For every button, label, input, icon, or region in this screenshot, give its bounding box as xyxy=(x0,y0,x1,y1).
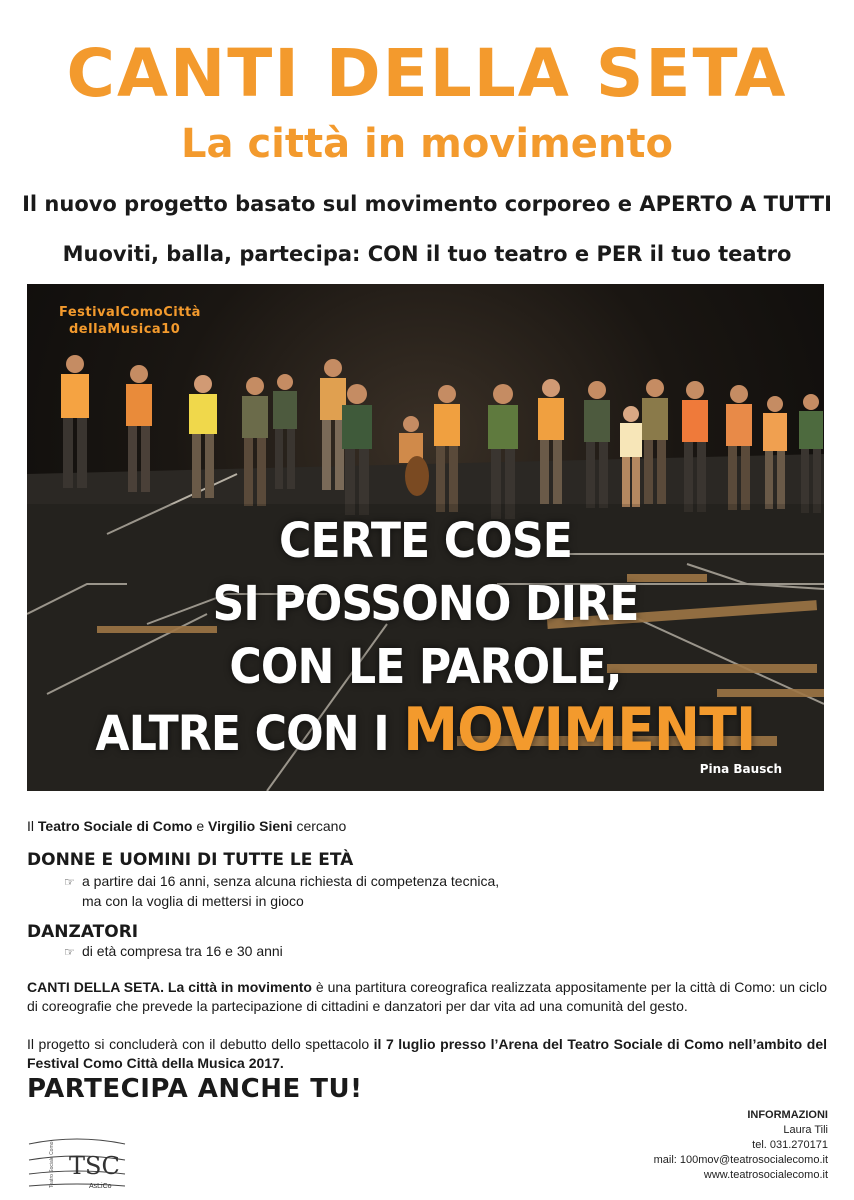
project-name-bold: CANTI DELLA SETA. La città in movimento xyxy=(27,979,312,995)
project-description xyxy=(27,978,827,1016)
debut-date-venue: il 7 luglio presso l’Arena del Teatro Sociale di Como nell’ambito del Festival Como Città della Musica 2017. xyxy=(27,1036,827,1071)
section-title-danzatori: DANZATORI xyxy=(27,922,139,942)
contact-info xyxy=(654,1108,828,1183)
call-to-action: PARTECIPA ANCHE TU! xyxy=(27,1074,363,1104)
quote-author: Pina Bausch xyxy=(699,762,782,776)
debut-start: Il progetto si concluderà con il debutto dello spettacolo xyxy=(27,1036,374,1052)
contact-email: mail: 100mov@teatrosocialecomo.it xyxy=(653,1154,828,1166)
poster-title: CANTI DELLA SETA xyxy=(66,35,788,112)
section1-line1: a partire dai 16 anni, senza alcuna richiesta di competenza tecnica, xyxy=(82,873,500,889)
festival-logo-line2: dellaMusica10 xyxy=(69,322,181,337)
section-title-donne-uomini: DONNE E UOMINI DI TUTTE LE ETÀ xyxy=(27,850,354,870)
quote-highlight-word: MOVIMENTI xyxy=(403,695,756,765)
section2-line1: di età compresa tra 16 e 30 anni xyxy=(82,943,283,959)
tsc-logo-letters: TSC xyxy=(69,1152,120,1180)
poster-subtitle: La città in movimento xyxy=(181,121,673,167)
tagline-move-dance: Muoviti, balla, partecipa: CON il tuo teatro e PER il tuo teatro xyxy=(62,242,792,266)
pointing-hand-icon: ☞ xyxy=(64,945,75,959)
project-debut xyxy=(27,1035,827,1073)
tsc-logo xyxy=(27,1130,127,1192)
contact-website: www.teatrosocialecomo.it xyxy=(703,1169,828,1181)
section2-bullet xyxy=(64,942,283,962)
dance-photo xyxy=(27,284,824,791)
section1-line2: ma con la voglia di mettersi in gioco xyxy=(82,893,304,909)
quote-line-3: CON LE PAROLE, xyxy=(229,639,622,695)
pointing-hand-icon: ☞ xyxy=(64,875,75,889)
festival-logo-line1: FestivalComoCittà xyxy=(59,305,201,320)
tsc-logo-vertical: Teatro Sociale Como xyxy=(49,1141,55,1188)
festival-logo xyxy=(59,304,201,338)
quote-line-4 xyxy=(59,695,792,766)
intro-org-teatro: Teatro Sociale di Como xyxy=(37,818,193,834)
quote-line-1: CERTE COSE xyxy=(279,513,572,569)
section1-bullet xyxy=(64,872,499,911)
intro-pre: Il xyxy=(27,818,38,834)
quote-line-4-prefix: ALTRE CON I xyxy=(95,706,404,762)
intro-org-sieni: Virgilio Sieni xyxy=(208,818,293,834)
intro-line xyxy=(27,818,346,834)
intro-mid: e xyxy=(192,818,209,834)
intro-post: cercano xyxy=(292,818,347,834)
contact-phone: tel. 031.270171 xyxy=(752,1139,828,1151)
tagline-open-to-all: Il nuovo progetto basato sul movimento corporeo e APERTO A TUTTI xyxy=(22,192,832,216)
contact-heading: INFORMAZIONI xyxy=(747,1109,828,1121)
tsc-logo-sub: AsLiCo xyxy=(89,1183,112,1190)
pina-bausch-quote xyxy=(59,510,792,766)
contact-name: Laura Tili xyxy=(783,1124,828,1136)
quote-line-2: SI POSSONO DIRE xyxy=(212,576,639,632)
project-description-rest: è una partitura coreografica realizzata appositamente per la città di Como: un ciclo di coreografie che prevede la partecipazione di cittadini e danzatori per dar vita ad una comunità del gesto. xyxy=(27,979,827,1014)
